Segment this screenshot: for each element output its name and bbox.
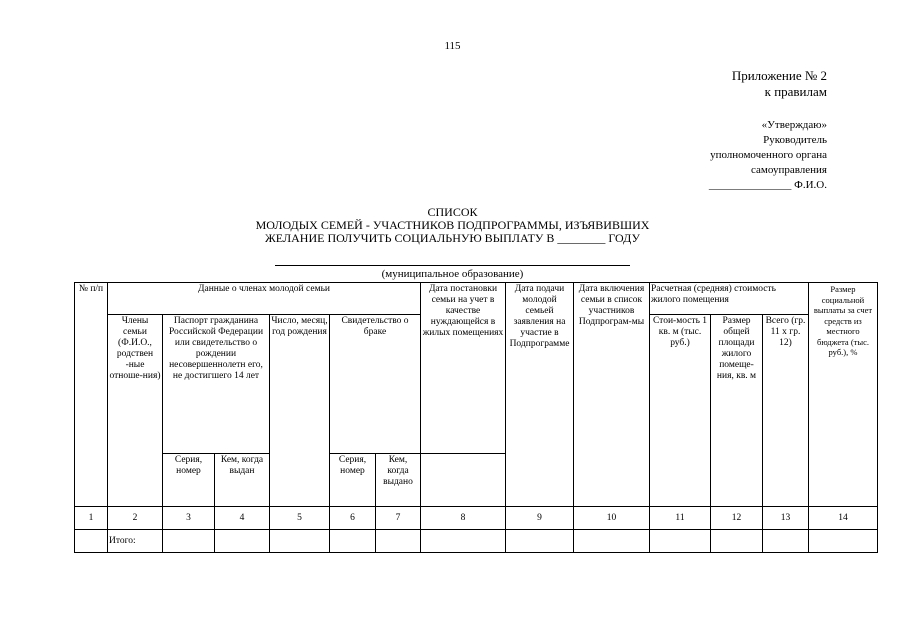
total-cell <box>650 530 711 553</box>
total-cell <box>215 530 270 553</box>
municipality-label: (муниципальное образование) <box>381 268 524 280</box>
header-estimated-cost: Расчетная (средняя) стоимость жилого помещения <box>650 283 809 315</box>
header-row-1 <box>75 283 878 315</box>
approval-line-4: самоуправления <box>751 164 827 176</box>
total-cell <box>163 530 215 553</box>
appendix-line-2: к правилам <box>764 84 827 99</box>
appendix-line-1: Приложение № 2 <box>731 68 827 83</box>
header-passport-series: Серия, номер <box>163 454 215 507</box>
total-cell <box>763 530 809 553</box>
header-inclusion-date: Дата включения семьи в список участников Подпрограм-мы <box>574 283 650 507</box>
approval-signature-line: _______________ Ф.И.О. <box>708 179 827 191</box>
column-number: 10 <box>574 507 650 530</box>
header-marriage-certificate: Свидетельство о браке <box>330 315 421 454</box>
approval-line-3: уполномоченного органа <box>710 149 827 161</box>
header-marriage-series: Серия, номер <box>330 454 376 507</box>
header-registration-date-blank <box>421 454 506 507</box>
total-label: Итого: <box>108 530 163 553</box>
total-cell <box>506 530 574 553</box>
column-number: 1 <box>75 507 108 530</box>
column-number: 7 <box>376 507 421 530</box>
header-no: № п/п <box>75 283 108 507</box>
document-title <box>0 206 905 245</box>
header-application-date: Дата подачи молодой семьей заявления на участие в Подпрограмме <box>506 283 574 507</box>
header-family-members: Члены семьи (Ф.И.О., родствен -ные отноше-ния) <box>108 315 163 507</box>
total-cell <box>270 530 330 553</box>
page-number: 115 <box>444 40 461 52</box>
column-number: 11 <box>650 507 711 530</box>
header-cost-per-sqm: Стои-мость 1 кв. м (тыс. руб.) <box>650 315 711 507</box>
column-number: 9 <box>506 507 574 530</box>
title-line-1: СПИСОК <box>427 205 478 219</box>
column-number: 14 <box>809 507 878 530</box>
column-number-row <box>75 507 878 530</box>
total-cell <box>711 530 763 553</box>
total-cell <box>421 530 506 553</box>
total-cell <box>809 530 878 553</box>
header-birthdate: Число, месяц, год рождения <box>270 315 330 507</box>
column-number: 6 <box>330 507 376 530</box>
header-passport-issued: Кем, когда выдан <box>215 454 270 507</box>
approval-line-1: «Утверждаю» <box>761 119 827 131</box>
header-marriage-issued: Кем, когда выдано <box>376 454 421 507</box>
column-number: 3 <box>163 507 215 530</box>
total-cell <box>75 530 108 553</box>
header-payment-size: Размер социальной выплаты за счет средств из местного бюджета (тыс. руб.), % <box>809 283 878 507</box>
header-total-area: Размер общей площади жилого помеще-ния, кв. м <box>711 315 763 507</box>
total-cell <box>574 530 650 553</box>
column-number: 8 <box>421 507 506 530</box>
family-list-table <box>74 282 878 553</box>
title-line-2: МОЛОДЫХ СЕМЕЙ - УЧАСТНИКОВ ПОДПРОГРАММЫ, ИЗЪЯВИВШИХ <box>255 218 650 232</box>
municipality-underline <box>275 265 630 266</box>
column-number: 4 <box>215 507 270 530</box>
header-registration-date: Дата постановки семьи на учет в качестве нуждающейся в жилых помещениях <box>421 283 506 454</box>
column-number: 12 <box>711 507 763 530</box>
column-number: 5 <box>270 507 330 530</box>
column-number: 13 <box>763 507 809 530</box>
appendix-header <box>732 68 827 100</box>
approval-line-2: Руководитель <box>763 134 827 146</box>
title-line-3: ЖЕЛАНИЕ ПОЛУЧИТЬ СОЦИАЛЬНУЮ ВЫПЛАТУ В ________ ГОДУ <box>265 231 640 245</box>
column-number: 2 <box>108 507 163 530</box>
total-row <box>75 530 878 553</box>
total-cell <box>330 530 376 553</box>
header-passport: Паспорт гражданина Российской Федерации или свидетельство о рождении несовершеннолетн его, не достигшего 14 лет <box>163 315 270 454</box>
approval-block <box>709 118 827 193</box>
total-cell <box>376 530 421 553</box>
header-family-data: Данные о членах молодой семьи <box>108 283 421 315</box>
header-total: Всего (гр. 11 х гр. 12) <box>763 315 809 507</box>
